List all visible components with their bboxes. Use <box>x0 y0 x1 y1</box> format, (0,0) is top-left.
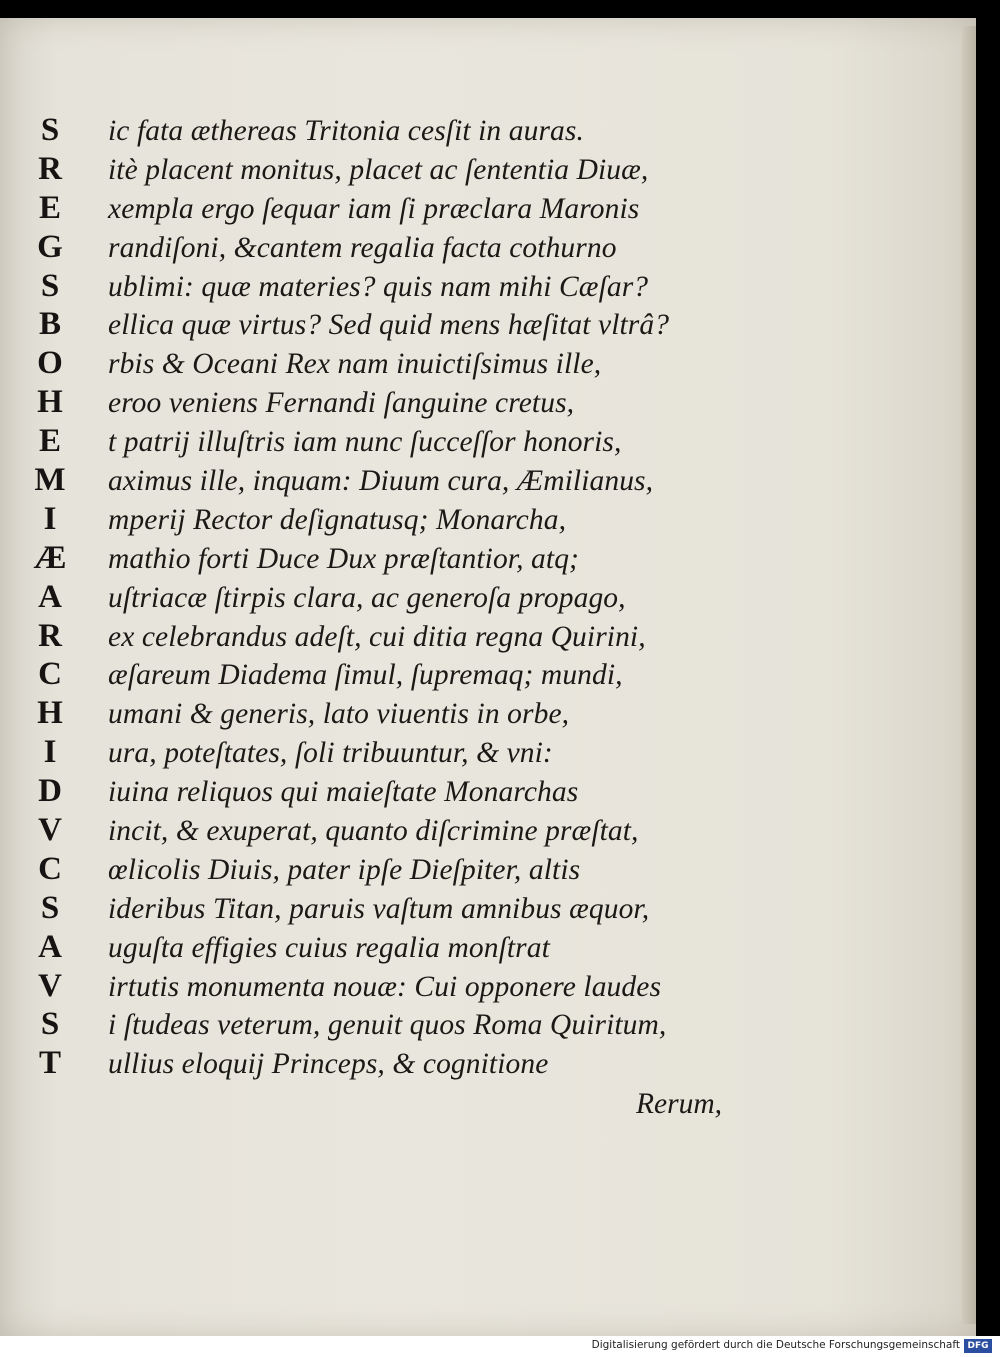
verse-line <box>0 229 960 268</box>
verse-text: ura, poteſtates, ſoli tribuuntur, & vni: <box>108 737 553 770</box>
verse-text: randiſoni, &cantem regalia facta cothurno <box>108 231 617 264</box>
acrostic-initial: D <box>38 773 62 810</box>
acrostic-initial: H <box>37 695 63 732</box>
verse-line <box>0 851 960 890</box>
verse-line <box>0 890 960 929</box>
verse-text: æſareum Diadema ſimul, ſupremaq; mundi, <box>108 659 623 692</box>
acrostic-initial: A <box>38 928 62 965</box>
verse-line <box>0 190 960 229</box>
verse-line <box>0 929 960 968</box>
verse-text: ullius eloquij Princeps, & cognitione <box>108 1048 549 1081</box>
verse-text: uſtriacæ ſtirpis clara, ac generoſa propago, <box>108 581 626 614</box>
acrostic-initial: V <box>38 967 62 1004</box>
verse-line <box>0 968 960 1007</box>
verse-line <box>0 151 960 190</box>
verse-line <box>0 812 960 851</box>
verse-text: i ſtudeas veterum, genuit quos Roma Quiritum, <box>108 1009 667 1042</box>
verse-text: rbis & Oceani Rex nam inuictiſsimus ille, <box>108 348 602 381</box>
acrostic-initial: R <box>38 150 62 187</box>
verse-line <box>0 462 960 501</box>
funding-credit: Digitalisierung gefördert durch die Deutsche Forschungsgemeinschaft <box>591 1339 960 1351</box>
verse-line <box>0 112 960 151</box>
verse-text: incit, & exuperat, quanto diſcrimine præſtat, <box>108 815 639 848</box>
dfg-logo: DFG <box>964 1339 992 1353</box>
verse-text: itè placent monitus, placet ac ſententia Diuæ, <box>108 153 649 186</box>
acrostic-initial: I <box>43 734 57 771</box>
acrostic-initial: E <box>38 189 61 226</box>
acrostic-initial: S <box>40 267 60 304</box>
acrostic-initial: T <box>38 1045 61 1082</box>
footer-bar <box>0 1336 1000 1357</box>
catchword: Rerum, <box>636 1088 723 1120</box>
verse-text: mathio forti Duce Dux præſtantior, atq; <box>108 542 579 575</box>
verse-text: ellica quæ virtus? Sed quid mens hæſitat vltrâ? <box>108 309 670 342</box>
verse-text: ublimi: quæ materies? quis nam mihi Cæſar? <box>108 270 649 303</box>
verse-line <box>0 384 960 423</box>
acrostic-initial: E <box>38 423 61 460</box>
verse-line <box>0 268 960 307</box>
verse-text: umani & generis, lato viuentis in orbe, <box>108 698 570 731</box>
verse-line <box>0 423 960 462</box>
acrostic-initial: S <box>40 889 60 926</box>
acrostic-initial: R <box>38 617 62 654</box>
acrostic-initial: A <box>38 578 62 615</box>
verse-line <box>0 773 960 812</box>
acrostic-initial: M <box>34 462 66 499</box>
acrostic-initial: Æ <box>33 539 67 576</box>
verse-text: ic fata æthereas Tritonia cesſit in auras. <box>108 115 584 147</box>
acrostic-initial: H <box>37 384 63 421</box>
acrostic-initial: C <box>38 656 62 693</box>
acrostic-initial: S <box>40 112 60 148</box>
acrostic-initial: C <box>38 850 62 887</box>
acrostic-initial: O <box>37 345 63 382</box>
verse-line <box>0 695 960 734</box>
verse-line <box>0 579 960 618</box>
acrostic-initial: S <box>40 1006 60 1043</box>
verse-text: xempla ergo ſequar iam ſi præclara Maronis <box>108 192 640 225</box>
verse-text: t patrij illuſtris iam nunc ſucceſſor honoris, <box>108 426 622 459</box>
acrostic-initial: B <box>38 306 61 343</box>
verse-line <box>0 501 960 540</box>
acrostic-initial: G <box>37 228 63 265</box>
verse-line <box>0 656 960 695</box>
verse-text: mperij Rector deſignatusq; Monarcha, <box>108 503 567 536</box>
verse-line <box>0 306 960 345</box>
verse-line <box>0 540 960 579</box>
acrostic-poem <box>0 112 960 1084</box>
verse-line <box>0 1006 960 1045</box>
verse-text: uguſta effigies cuius regalia monſtrat <box>108 931 550 964</box>
acrostic-initial: I <box>43 500 57 537</box>
verse-line <box>0 618 960 657</box>
verse-text: aximus ille, inquam: Diuum cura, Æmilianus, <box>108 465 654 498</box>
verse-line <box>0 1045 960 1084</box>
verse-text: iuina reliquos qui maieſtate Monarchas <box>108 776 579 809</box>
verse-text: ex celebrandus adeſt, cui ditia regna Quirini, <box>108 620 646 653</box>
page-edge <box>962 26 976 1324</box>
verse-line <box>0 734 960 773</box>
verse-text: ideribus Titan, paruis vaſtum amnibus æquor, <box>108 892 650 925</box>
verse-line <box>0 345 960 384</box>
verse-text: œlicolis Diuis, pater ipſe Dieſpiter, altis <box>108 853 581 886</box>
acrostic-initial: V <box>38 812 62 849</box>
verse-text: eroo veniens Fernandi ſanguine cretus, <box>108 387 575 420</box>
verse-text: irtutis monumenta nouæ: Cui opponere laudes <box>108 970 662 1003</box>
